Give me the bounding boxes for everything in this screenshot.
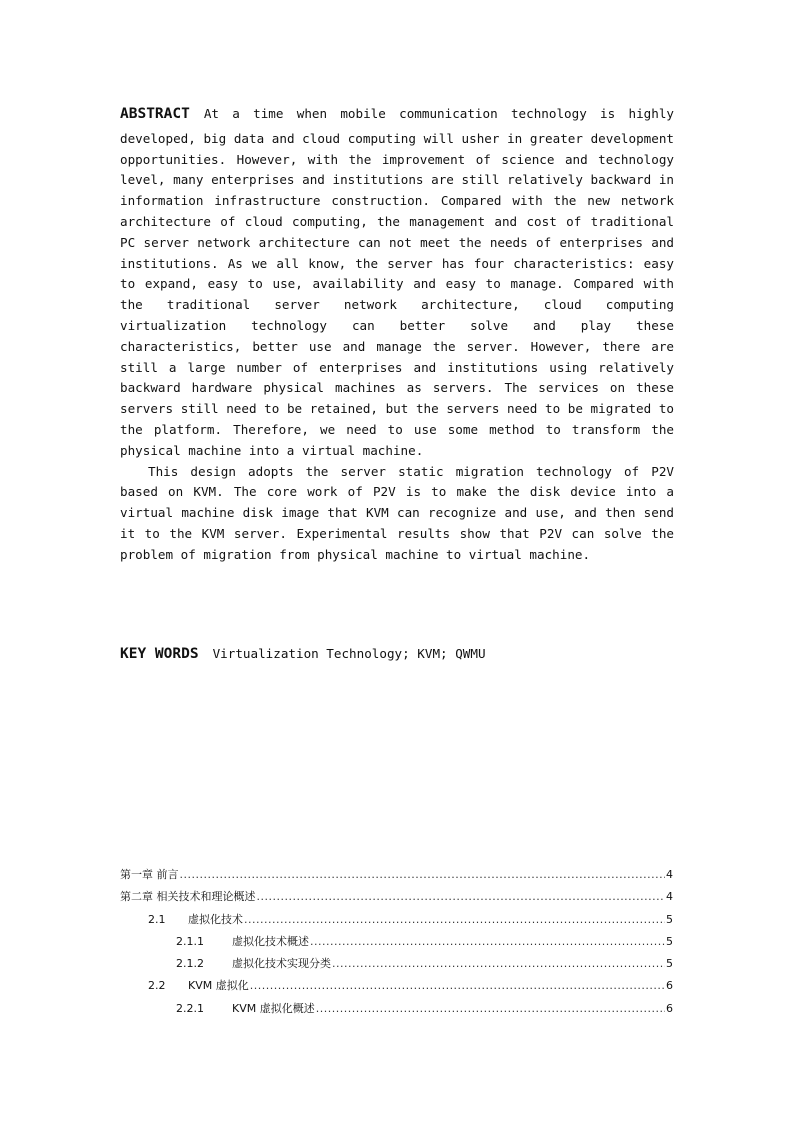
toc-entry[interactable] xyxy=(120,933,673,955)
abstract-section xyxy=(120,104,674,566)
toc-entry-title: 虚拟化技术概述 xyxy=(232,934,309,948)
toc-entry[interactable] xyxy=(120,955,673,977)
toc-leader-dots xyxy=(257,890,666,903)
toc-entry[interactable] xyxy=(120,911,673,933)
toc-entry-title: KVM 虚拟化 xyxy=(188,979,249,993)
toc-leader-dots xyxy=(316,1002,665,1015)
toc-entry-title: 前言 xyxy=(156,868,179,881)
keywords-label: KEY WORDS xyxy=(120,646,199,662)
keywords-text: Virtualization Technology; KVM; QWMU xyxy=(212,646,486,661)
toc-entry[interactable] xyxy=(120,888,673,910)
toc-entry-number: 2.1.2 xyxy=(176,957,204,971)
toc-entry-page: 6 xyxy=(666,979,673,993)
toc-entry[interactable] xyxy=(120,866,673,888)
toc-entry-title: KVM 虚拟化概述 xyxy=(232,1001,315,1015)
toc-entry-title: 虚拟化技术实现分类 xyxy=(232,957,331,971)
toc-entry-number: 第二章 xyxy=(120,890,153,904)
toc-entry-number: 2.2 xyxy=(148,979,166,993)
abstract-label: ABSTRACT xyxy=(120,106,190,122)
keywords-section xyxy=(120,646,674,662)
abstract-opening-text: At a time when mobile communication technology is highly xyxy=(203,106,674,121)
toc-entry-number: 2.2.1 xyxy=(176,1001,204,1015)
toc-entry-page: 5 xyxy=(666,934,673,948)
toc-leader-dots xyxy=(250,979,665,992)
toc-leader-dots xyxy=(310,935,665,948)
toc-entry-title: 相关技术和理论概述 xyxy=(156,890,256,904)
toc-entry-page: 5 xyxy=(666,912,673,926)
abstract-paragraph-1: developed, big data and cloud computing will usher in greater development opportunities. However, with the improvement of science and technology level, many enterprises and institutions are still relatively backward in information infrastructure construction. Compared with the new network architecture of cloud computing, the management and cost of traditional PC server network architecture can not meet the needs of enterprises and institutions. As we all know, the server has four characteristics: easy to expand, easy to use, availability and easy to manage. Compared with the traditional server network architecture, cloud computing virtualization technology can better solve and play these characteristics, better use and manage the server. However, there are still a large number of enterprises and institutions using relatively backward hardware physical machines as servers. The services on these servers still need to be retained, but the servers need to be migrated to the platform. Therefore, we need to use some method to transform the physical machine into a virtual machine. xyxy=(120,130,674,458)
toc-entry-number: 2.1 xyxy=(148,912,166,926)
abstract-paragraph-2: This design adopts the server static migration technology of P2V based on KVM. The core work of P2V is to make the disk device into a virtual machine disk image that KVM can recognize and use, and then send it to the KVM server. Experimental results show that P2V can solve the problem of migration from physical machine to virtual machine. xyxy=(120,463,674,562)
toc-leader-dots xyxy=(244,913,665,926)
toc-entry-page: 5 xyxy=(666,957,673,971)
toc-entry-number: 2.1.1 xyxy=(176,934,204,948)
toc-entry-page: 6 xyxy=(666,1001,673,1015)
table-of-contents xyxy=(120,866,673,1022)
toc-leader-dots xyxy=(332,957,665,970)
toc-entry-page: 4 xyxy=(666,868,673,881)
abstract-first-line xyxy=(120,104,674,125)
toc-entry-page: 4 xyxy=(666,890,673,904)
toc-entry-title: 虚拟化技术 xyxy=(188,912,243,926)
toc-entry[interactable] xyxy=(120,1000,673,1022)
toc-entry[interactable] xyxy=(120,977,673,999)
toc-leader-dots xyxy=(180,868,666,881)
toc-entry-number: 第一章 xyxy=(120,868,153,881)
